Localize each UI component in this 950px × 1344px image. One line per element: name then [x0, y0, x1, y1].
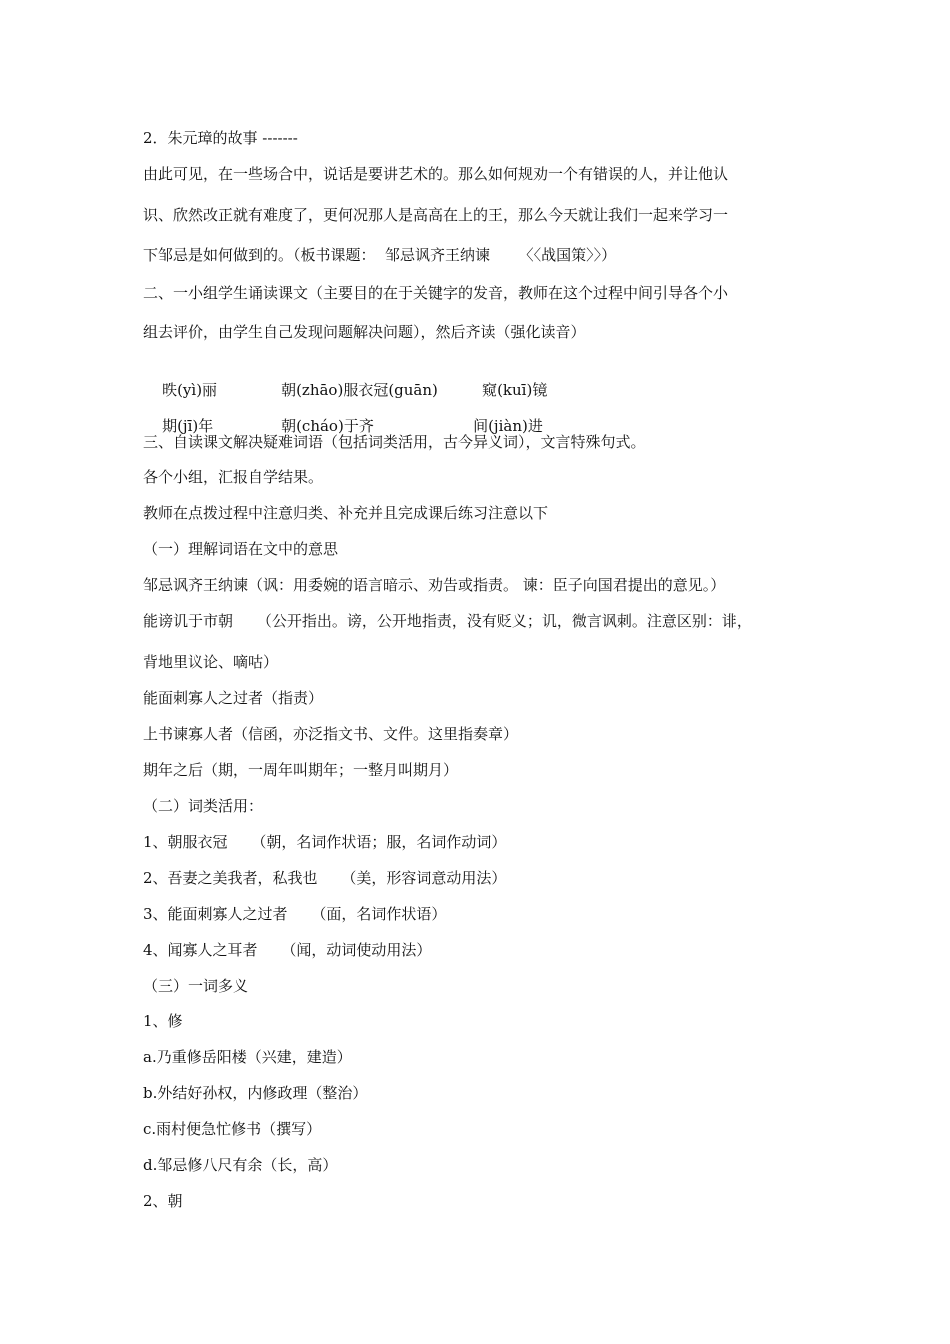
text-line: 上书谏寡人者（信函，亦泛指文书、文件。这里指奏章）	[143, 725, 519, 743]
pronunciation-item: 窥(kuī)镜	[482, 381, 548, 399]
text-line: 3、能面刺寡人之过者 （面，名词作状语）	[143, 905, 447, 923]
pronunciation-item: 昳(yì)丽	[162, 381, 218, 399]
text-line: 2、朝	[143, 1192, 183, 1210]
text-line: 由此可见，在一些场合中，说话是要讲艺术的。那么如何规劝一个有错误的人，并让他认	[143, 165, 729, 183]
text-line: 背地里议论、嘀咕）	[143, 653, 279, 671]
text-line: 4、闻寡人之耳者 （闻，动词使动用法）	[143, 941, 432, 959]
text-line: 教师在点拨过程中注意归类、补充并且完成课后练习注意以下	[143, 504, 549, 522]
text-line: 邹忌讽齐王纳谏（讽：用委婉的语言暗示、劝告或指责。 谏：臣子向国君提出的意见。）	[143, 576, 726, 594]
text-line: d.邹忌修八尺有余（长，高）	[143, 1156, 338, 1174]
text-line: 下邹忌是如何做到的。（板书课题： 邹忌讽齐王纳谏 〈〈战国策〉〉）	[143, 246, 617, 264]
section-heading: （三）一词多义	[143, 977, 249, 995]
text-line: 识、欣然改正就有难度了，更何况那人是高高在上的王，那么今天就让我们一起来学习一	[143, 206, 729, 224]
text-line: 2、吾妻之美我者，私我也 （美，形容词意动用法）	[143, 869, 507, 887]
text-line: 能谤讥于市朝 （公开指出。谤，公开地指责，没有贬义；讥，微言讽刺。注意区别：诽，	[143, 612, 752, 630]
pronunciation-item: 期(jī)年	[162, 417, 214, 435]
text-line: 能面刺寡人之过者（指责）	[143, 689, 324, 707]
text-line: a.乃重修岳阳楼（兴建，建造）	[143, 1048, 352, 1066]
text-line: 2．朱元璋的故事 -------	[143, 129, 298, 147]
text-line: 各个小组，汇报自学结果。	[143, 468, 324, 486]
text-line: c.雨村便急忙修书（撰写）	[143, 1120, 322, 1138]
pronunciation-item: 间(jiàn)进	[473, 417, 543, 435]
pronunciation-item: 朝(zhāo)服衣冠(guān)	[281, 381, 438, 399]
text-line: 三、自读课文解决疑难词语（包括词类活用，古今异义词），文言特殊句式。	[143, 433, 646, 451]
section-heading: （一）理解词语在文中的意思	[143, 540, 339, 558]
section-heading: （二）词类活用：	[143, 797, 264, 815]
text-line: 二、一小组学生诵读课文（主要目的在于关键字的发音，教师在这个过程中间引导各个小	[143, 284, 729, 302]
text-line: 1、朝服衣冠 （朝，名词作状语；服，名词作动词）	[143, 833, 507, 851]
text-line: 组去评价，由学生自己发现问题解决问题），然后齐读（强化读音）	[143, 323, 586, 341]
text-line: b.外结好孙权，内修政理（整治）	[143, 1084, 368, 1102]
pronunciation-item: 朝(cháo)于齐	[281, 417, 374, 435]
text-line: 期年之后（期，一周年叫期年；一整月叫期月）	[143, 761, 459, 779]
text-line: 1、修	[143, 1012, 183, 1030]
